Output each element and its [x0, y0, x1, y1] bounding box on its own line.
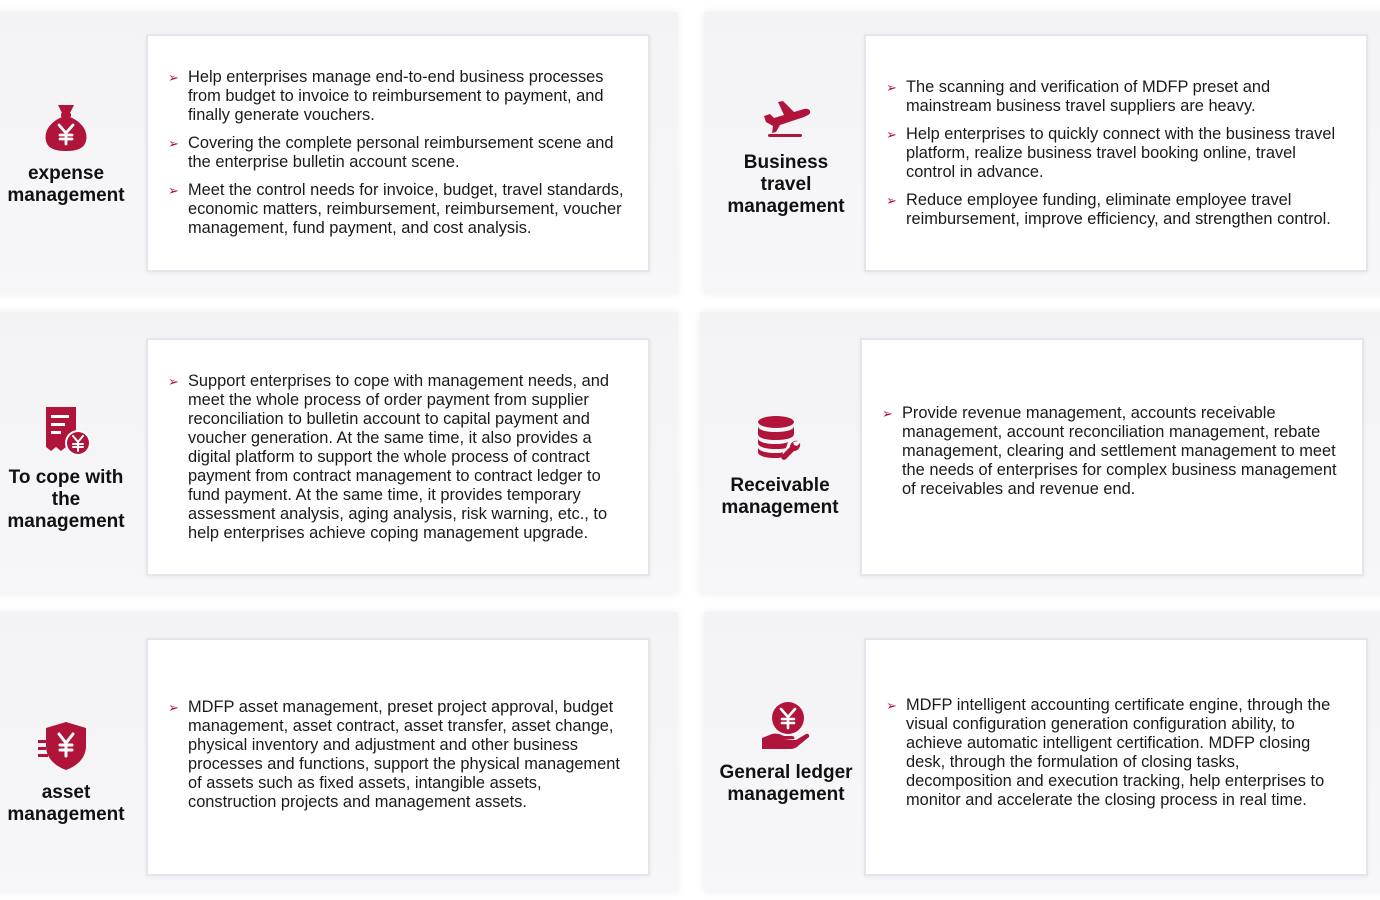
arrow-bullet-icon: ➢ — [168, 183, 179, 198]
arrow-bullet-icon: ➢ — [886, 126, 897, 142]
card-side — [0, 612, 132, 892]
card-title: asset management — [7, 782, 125, 825]
arrow-bullet-icon: ➢ — [168, 136, 179, 151]
card-description-box — [146, 638, 650, 876]
shield-yen-icon — [38, 718, 94, 774]
card-side — [710, 312, 850, 594]
card-side — [716, 612, 856, 892]
card-title: Receivable management — [721, 475, 839, 518]
list-item: ➢ Covering the complete personal reimbursement scene and the enterprise bulletin account scene. — [168, 134, 614, 171]
card-title: Business travel management — [727, 152, 845, 217]
card-business-travel-management — [704, 12, 1380, 294]
feature-list — [866, 696, 1366, 810]
feature-list — [148, 372, 648, 543]
list-item: ➢ Help enterprises to quickly connect with the business travel platform, realize business travel booking online, travel control in advance. — [886, 124, 1336, 181]
arrow-bullet-icon: ➢ — [886, 698, 897, 713]
feature-list — [148, 68, 648, 238]
card-description-box — [864, 34, 1368, 272]
hand-yen-coin-icon — [758, 698, 814, 754]
card-expense-management — [0, 12, 678, 294]
card-asset-management — [0, 612, 678, 892]
card-description-box — [860, 338, 1364, 576]
card-side — [0, 12, 132, 294]
card-side — [716, 12, 856, 294]
arrow-bullet-icon: ➢ — [168, 373, 179, 389]
list-item: ➢ Provide revenue management, accounts receivable management, account reconciliation management, rebate management, clearing and settlement management to meet the needs of enterprises for complex business management of receivables and revenue end. — [882, 404, 1337, 498]
card-title: To cope with the management — [7, 467, 125, 532]
list-item: ➢ Help enterprises manage end-to-end business processes from budget to invoice to reimbursement to payment, and finally generate vouchers. — [168, 68, 604, 124]
card-cope-with-management — [0, 312, 678, 594]
airplane-icon — [758, 88, 814, 144]
card-receivable-management — [700, 312, 1380, 594]
list-item: ➢ Reduce employee funding, eliminate employee travel reimbursement, improve efficiency, and strengthen control. — [886, 190, 1331, 228]
card-description-box — [146, 338, 650, 576]
list-item: ➢ The scanning and verification of MDFP preset and mainstream business travel suppliers are heavy. — [886, 77, 1271, 115]
database-wrench-icon — [752, 411, 808, 467]
feature-list — [148, 698, 648, 812]
card-general-ledger-management — [704, 612, 1380, 892]
arrow-bullet-icon: ➢ — [886, 192, 897, 208]
invoice-yen-icon — [38, 403, 94, 459]
arrow-bullet-icon: ➢ — [886, 79, 897, 95]
card-description-box — [146, 34, 650, 272]
money-bag-yen-icon — [38, 99, 94, 155]
list-item: ➢ MDFP asset management, preset project approval, budget management, asset contract, asset transfer, asset change, physical inventory and adjustment and other business processes and functions, support the physical management of assets such as fixed assets, intangible assets, construction projects and management assets. — [168, 698, 620, 811]
feature-list — [866, 78, 1366, 229]
arrow-bullet-icon: ➢ — [882, 406, 893, 421]
arrow-bullet-icon: ➢ — [168, 70, 179, 85]
card-title: expense management — [7, 163, 125, 206]
feature-list — [862, 404, 1362, 499]
list-item: ➢ MDFP intelligent accounting certificate engine, through the visual configuration generation configuration ability, to achieve automatic intelligent certification. MDFP closing desk, through the formulation of closing tasks, decomposition and execution tracking, help enterprises to monitor and accelerate the closing process in real time. — [886, 696, 1331, 809]
arrow-bullet-icon: ➢ — [168, 700, 179, 715]
card-title: General ledger management — [719, 762, 853, 805]
card-description-box — [864, 638, 1368, 876]
list-item: ➢ Meet the control needs for invoice, budget, travel standards, economic matters, reimbursement, reimbursement, voucher management, fund payment, and cost analysis. — [168, 181, 624, 237]
list-item: ➢ Support enterprises to cope with management needs, and meet the whole process of order payment from supplier reconciliation to bulletin account to capital payment and voucher generation. At the same time, it also provides a digital platform to support the whole process of contract payment from contract management to contract ledger to fund payment. At the same time, it provides temporary assessment analysis, aging analysis, risk warning, etc., to help enterprises achieve coping management upgrade. — [168, 371, 609, 542]
card-side — [0, 312, 132, 594]
